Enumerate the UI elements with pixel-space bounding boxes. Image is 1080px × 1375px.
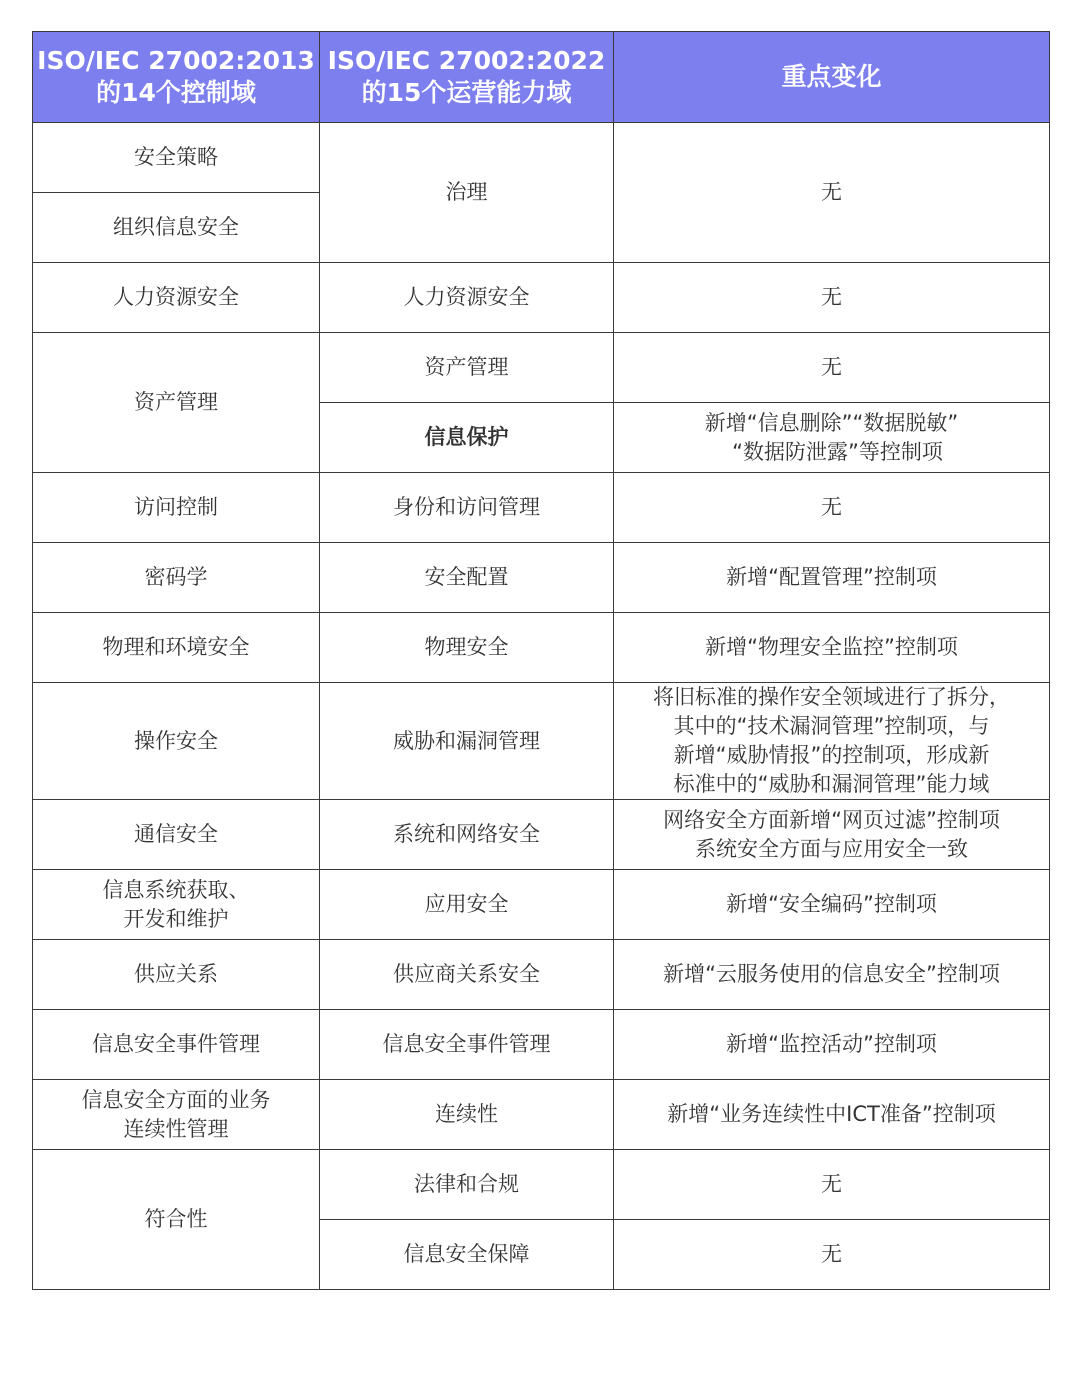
change-cell: 新增“云服务使用的信息安全”控制项 [614, 940, 1050, 1010]
new-domain-cell: 安全配置 [320, 543, 614, 613]
new-domain-cell: 信息安全保障 [320, 1220, 614, 1290]
new-domain-cell: 系统和网络安全 [320, 800, 614, 870]
change-cell: 无 [614, 473, 1050, 543]
table-row [33, 870, 1050, 940]
new-domain-cell: 信息安全事件管理 [320, 1010, 614, 1080]
new-domain-cell: 资产管理 [320, 333, 614, 403]
old-domain-cell: 访问控制 [33, 473, 320, 543]
table-row [33, 940, 1050, 1010]
change-cell: 无 [614, 1220, 1050, 1290]
table-row [33, 613, 1050, 683]
table-row [33, 333, 1050, 403]
new-domain-cell: 应用安全 [320, 870, 614, 940]
change-cell: 无 [614, 263, 1050, 333]
new-domain-cell: 连续性 [320, 1080, 614, 1150]
table-row [33, 800, 1050, 870]
change-cell: 将旧标准的操作安全领域进行了拆分， 其中的“技术漏洞管理”控制项，与 新增“威胁情报”的控制项，形成新 标准中的“威胁和漏洞管理”能力域 [614, 683, 1050, 800]
new-domain-cell: 信息保护 [320, 403, 614, 473]
old-domain-cell: 信息系统获取、 开发和维护 [33, 870, 320, 940]
table-row [33, 1010, 1050, 1080]
change-cell: 新增“安全编码”控制项 [614, 870, 1050, 940]
old-domain-cell: 密码学 [33, 543, 320, 613]
change-cell: 新增“信息删除”“数据脱敏” “数据防泄露”等控制项 [614, 403, 1050, 473]
new-domain-cell: 治理 [320, 123, 614, 263]
header-2013-domains: ISO/IEC 27002:2013 的14个控制域 [33, 32, 320, 123]
old-domain-cell: 物理和环境安全 [33, 613, 320, 683]
header-key-changes: 重点变化 [614, 32, 1050, 123]
old-domain-cell: 组织信息安全 [33, 193, 320, 263]
change-cell: 新增“物理安全监控”控制项 [614, 613, 1050, 683]
old-domain-cell: 通信安全 [33, 800, 320, 870]
change-cell: 无 [614, 123, 1050, 263]
iso-27002-comparison-table [32, 31, 1050, 1290]
old-domain-cell: 信息安全方面的业务 连续性管理 [33, 1080, 320, 1150]
new-domain-cell: 供应商关系安全 [320, 940, 614, 1010]
table-row [33, 263, 1050, 333]
header-row [33, 32, 1050, 123]
change-cell: 新增“业务连续性中ICT准备”控制项 [614, 1080, 1050, 1150]
header-2022-domains: ISO/IEC 27002:2022 的15个运营能力域 [320, 32, 614, 123]
change-cell: 新增“配置管理”控制项 [614, 543, 1050, 613]
old-domain-cell: 符合性 [33, 1150, 320, 1290]
table-row [33, 1150, 1050, 1220]
change-cell: 网络安全方面新增“网页过滤”控制项 系统安全方面与应用安全一致 [614, 800, 1050, 870]
table-row [33, 543, 1050, 613]
change-cell: 无 [614, 1150, 1050, 1220]
table-row [33, 473, 1050, 543]
table-row [33, 123, 1050, 193]
new-domain-cell: 物理安全 [320, 613, 614, 683]
old-domain-cell: 供应关系 [33, 940, 320, 1010]
old-domain-cell: 人力资源安全 [33, 263, 320, 333]
change-cell: 新增“监控活动”控制项 [614, 1010, 1050, 1080]
old-domain-cell: 资产管理 [33, 333, 320, 473]
old-domain-cell: 操作安全 [33, 683, 320, 800]
change-cell: 无 [614, 333, 1050, 403]
new-domain-cell: 身份和访问管理 [320, 473, 614, 543]
old-domain-cell: 信息安全事件管理 [33, 1010, 320, 1080]
new-domain-cell: 威胁和漏洞管理 [320, 683, 614, 800]
table-row [33, 683, 1050, 800]
new-domain-cell: 人力资源安全 [320, 263, 614, 333]
new-domain-cell: 法律和合规 [320, 1150, 614, 1220]
old-domain-cell: 安全策略 [33, 123, 320, 193]
table-row [33, 1080, 1050, 1150]
